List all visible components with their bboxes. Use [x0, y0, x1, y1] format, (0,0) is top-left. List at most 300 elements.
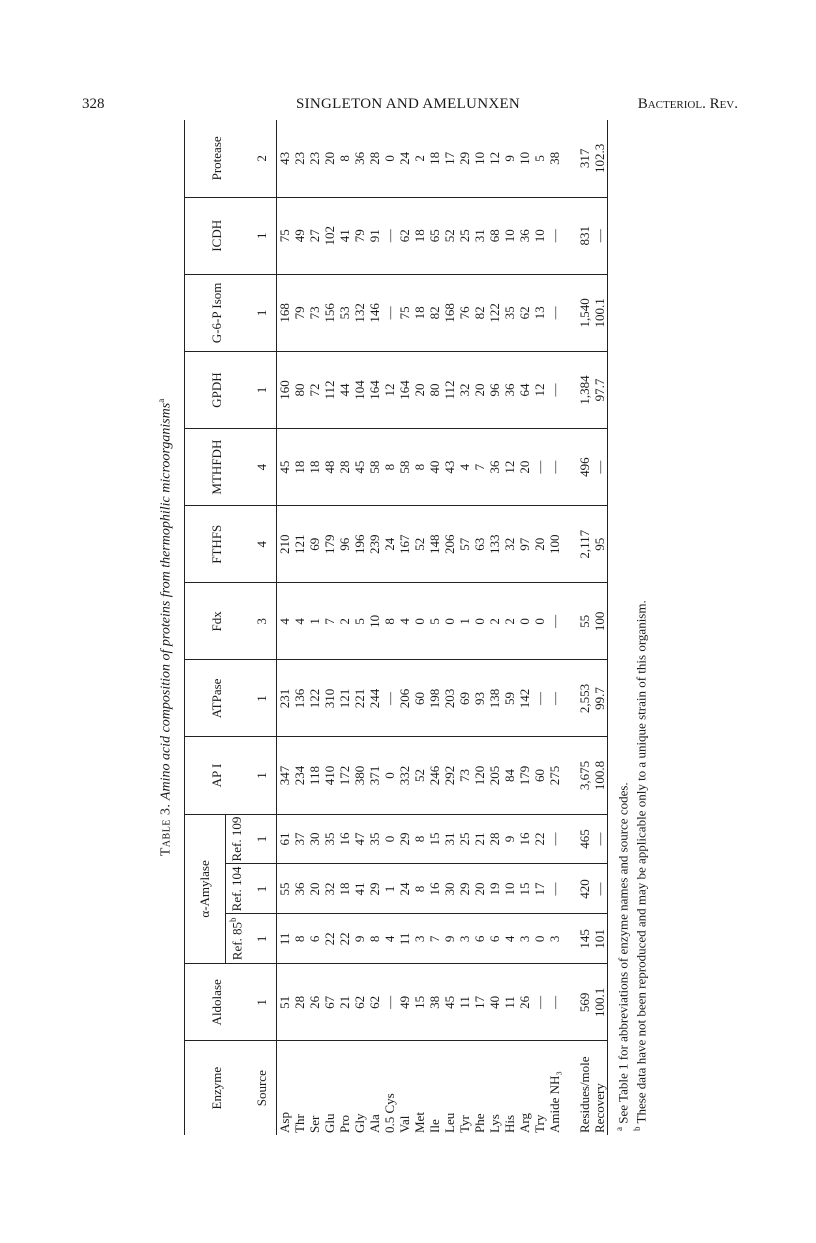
table-cell: 43 — [442, 429, 457, 506]
table-cell: 35 — [502, 274, 517, 351]
table-cell: 0 — [472, 583, 487, 660]
table-cell: 64 — [517, 351, 532, 428]
table-cell: 410 — [322, 737, 337, 814]
table-row — [337, 120, 352, 1135]
table-cell: 246 — [427, 737, 442, 814]
amylase-group-header: α-Amylase — [185, 814, 226, 964]
table-cell: 16 — [517, 814, 532, 864]
table-cell: 13 — [532, 274, 547, 351]
table-cell: 167 — [397, 506, 412, 583]
table-cell: 4 — [457, 429, 472, 506]
table-cell: 206 — [442, 506, 457, 583]
table-cell: 10 — [472, 120, 487, 197]
footnote-b: $^b$ These data have not been reproduced and may be applicable only to a unique strain of this organism. — [632, 600, 649, 1131]
table-cell: — — [382, 964, 397, 1041]
table-cell: 4 — [292, 583, 307, 660]
source-cell: 1 — [248, 814, 277, 864]
source-cell: 1 — [248, 964, 277, 1041]
table-cell: 10 — [532, 197, 547, 274]
table-cell: 18 — [412, 197, 427, 274]
table-cell: 37 — [292, 814, 307, 864]
table-cell: 58 — [367, 429, 382, 506]
table-row — [442, 120, 457, 1135]
table-cell: 2,553 — [577, 660, 592, 737]
table-cell: 75 — [397, 274, 412, 351]
table-cell: 7 — [427, 914, 442, 964]
table-row — [277, 120, 293, 1135]
table-cell: 164 — [367, 351, 382, 428]
table-cell: 97.7 — [592, 351, 608, 428]
table-cell: 73 — [457, 737, 472, 814]
table-cell: 29 — [457, 864, 472, 914]
source-cell: 1 — [248, 864, 277, 914]
col-ref109-header: Ref. 109 — [226, 814, 249, 864]
source-row — [248, 120, 277, 1135]
table-row — [532, 120, 547, 1135]
table-cell: 8 — [337, 120, 352, 197]
table-cell: 16 — [427, 864, 442, 914]
table-row — [322, 120, 337, 1135]
table-cell: 10 — [502, 864, 517, 914]
table-cell: 5 — [427, 583, 442, 660]
table-cell: 831 — [577, 197, 592, 274]
table-cell: 6 — [472, 914, 487, 964]
table-cell: 244 — [367, 660, 382, 737]
table-cell: 203 — [442, 660, 457, 737]
table-cell: 20 — [472, 864, 487, 914]
table-cell: — — [382, 660, 397, 737]
row-label: Pro — [337, 1114, 352, 1133]
table-cell: 45 — [352, 429, 367, 506]
table-cell: 234 — [292, 737, 307, 814]
table-cell: 76 — [457, 274, 472, 351]
col-mthfdh-header: MTHFDH — [185, 429, 249, 506]
table-cell: 80 — [292, 351, 307, 428]
table-row — [457, 120, 472, 1135]
footnotes — [612, 600, 649, 1131]
table-cell: 206 — [397, 660, 412, 737]
table-cell: 4 — [277, 583, 293, 660]
table-cell: 27 — [307, 197, 322, 274]
row-label: Glu — [322, 1113, 337, 1133]
table-cell: 62 — [517, 274, 532, 351]
table-cell: 26 — [307, 964, 322, 1041]
table-cell: 28 — [487, 814, 502, 864]
table-cell: 100 — [547, 506, 562, 583]
table-cell: 0 — [382, 120, 397, 197]
table-cell: 41 — [337, 197, 352, 274]
table-cell: 23 — [307, 120, 322, 197]
table-cell: — — [592, 197, 608, 274]
table-cell: 79 — [292, 274, 307, 351]
col-atpase-header: ATPase — [185, 660, 249, 737]
table-cell: 67 — [322, 964, 337, 1041]
row-label: Recovery — [592, 1041, 608, 1135]
table-cell: 122 — [487, 274, 502, 351]
table-cell: 2 — [412, 120, 427, 197]
table-cell: 164 — [397, 351, 412, 428]
table-cell: 84 — [502, 737, 517, 814]
table-cell: 36 — [292, 864, 307, 914]
table-cell: 99.7 — [592, 660, 608, 737]
table-cell: 32 — [502, 506, 517, 583]
table-cell: 0 — [412, 583, 427, 660]
table-cell: 292 — [442, 737, 457, 814]
table-cell: 45 — [442, 964, 457, 1041]
table-cell: 160 — [277, 351, 293, 428]
table-cell: — — [382, 197, 397, 274]
table-cell: 15 — [412, 964, 427, 1041]
table-cell: 45 — [277, 429, 293, 506]
table-cell: 310 — [322, 660, 337, 737]
table-cell: 18 — [307, 429, 322, 506]
table-cell: 25 — [457, 814, 472, 864]
table-cell: 31 — [472, 197, 487, 274]
table-cell: 205 — [487, 737, 502, 814]
table-cell: 28 — [337, 429, 352, 506]
table-cell: 168 — [442, 274, 457, 351]
table-cell: 49 — [292, 197, 307, 274]
table-cell: 8 — [367, 914, 382, 964]
table-cell: 36 — [517, 197, 532, 274]
table-cell: 62 — [397, 197, 412, 274]
table-cell: 2,117 — [577, 506, 592, 583]
row-label: Leu — [442, 1112, 457, 1133]
table-cell: 17 — [532, 864, 547, 914]
table-cell: 60 — [532, 737, 547, 814]
table-cell: 20 — [472, 351, 487, 428]
source-cell: 3 — [248, 583, 277, 660]
table-cell: 35 — [322, 814, 337, 864]
table-cell: 210 — [277, 506, 293, 583]
table-cell: 44 — [337, 351, 352, 428]
table-cell: 51 — [277, 964, 293, 1041]
table-cell: 122 — [307, 660, 322, 737]
table-cell: 104 — [352, 351, 367, 428]
table-cell: 138 — [487, 660, 502, 737]
table-cell: 58 — [397, 429, 412, 506]
table-cell: 57 — [457, 506, 472, 583]
source-cell: 4 — [248, 506, 277, 583]
table-cell: 24 — [397, 120, 412, 197]
table-cell: 29 — [457, 120, 472, 197]
table-cell: 0 — [382, 737, 397, 814]
row-label: Residues/mole — [577, 1056, 592, 1133]
recovery-row — [592, 120, 608, 1135]
table-cell: 61 — [277, 814, 293, 864]
table-cell: 4 — [382, 914, 397, 964]
table-cell: 23 — [292, 120, 307, 197]
table-cell: 8 — [382, 583, 397, 660]
table-cell: 19 — [487, 864, 502, 914]
table-cell: 11 — [277, 914, 293, 964]
table-cell: 3,675 — [577, 737, 592, 814]
table-cell: 0 — [382, 814, 397, 864]
table-cell: — — [532, 964, 547, 1041]
table-cell: 11 — [457, 964, 472, 1041]
table-cell: 36 — [502, 351, 517, 428]
col-fdx-header: Fdx — [185, 583, 249, 660]
source-cell: 1 — [248, 274, 277, 351]
table-cell: 69 — [307, 506, 322, 583]
table-cell: 275 — [547, 737, 562, 814]
table-cell: 6 — [307, 914, 322, 964]
table-cell: 24 — [382, 506, 397, 583]
table-cell: 16 — [337, 814, 352, 864]
row-label: Arg — [517, 1113, 532, 1133]
table-cell: 55 — [277, 864, 293, 914]
table-cell: 231 — [277, 660, 293, 737]
table-cell: 72 — [307, 351, 322, 428]
table-cell: 95 — [592, 506, 608, 583]
table-cell: 52 — [412, 506, 427, 583]
table-cell: 179 — [322, 506, 337, 583]
table-cell: 0 — [517, 583, 532, 660]
table-cell: 198 — [427, 660, 442, 737]
table-cell: 20 — [322, 120, 337, 197]
table-cell: 25 — [457, 197, 472, 274]
table-title-note: a — [156, 398, 166, 403]
row-label: Lys — [487, 1114, 502, 1133]
table-cell: 112 — [322, 351, 337, 428]
row-label: Tyr — [457, 1115, 472, 1133]
table-row — [367, 120, 382, 1135]
table-cell: 38 — [427, 964, 442, 1041]
row-label: Thr — [292, 1114, 307, 1133]
table-cell: 1,384 — [577, 351, 592, 428]
table-body — [277, 120, 608, 1135]
journal-name: Bacteriol. Rev. — [637, 96, 738, 112]
table-cell: 43 — [277, 120, 293, 197]
table-cell: 49 — [397, 964, 412, 1041]
table-cell: 133 — [487, 506, 502, 583]
table-cell: 465 — [577, 814, 592, 864]
row-label: Gly — [352, 1113, 367, 1133]
table-cell: — — [547, 864, 562, 914]
table-cell: 120 — [472, 737, 487, 814]
source-cell: 1 — [248, 914, 277, 964]
table-cell: 1,540 — [577, 274, 592, 351]
table-cell: 97 — [517, 506, 532, 583]
table-cell: 4 — [502, 914, 517, 964]
table-cell: 2 — [502, 583, 517, 660]
spacer-row — [562, 120, 577, 1135]
table-cell: 36 — [487, 429, 502, 506]
table-cell: 22 — [337, 914, 352, 964]
source-cell: 1 — [248, 197, 277, 274]
rotated-table-block — [142, 120, 662, 1135]
table-cell: 3 — [517, 914, 532, 964]
table-cell: 96 — [337, 506, 352, 583]
table-cell: 30 — [442, 864, 457, 914]
table-caption — [142, 120, 180, 1135]
table-cell: 12 — [532, 351, 547, 428]
table-row — [292, 120, 307, 1135]
table-cell: 55 — [577, 583, 592, 660]
table-cell: 9 — [442, 914, 457, 964]
table-cell: 132 — [352, 274, 367, 351]
table-cell: 68 — [487, 197, 502, 274]
row-label: Ile — [427, 1119, 442, 1133]
table-cell: 38 — [547, 120, 562, 197]
table-cell: 18 — [412, 274, 427, 351]
table-title: Amino acid composition of proteins from thermophilic microorganisms — [158, 402, 174, 801]
table-cell: 35 — [367, 814, 382, 864]
table-cell: — — [547, 660, 562, 737]
row-label: Ala — [367, 1114, 382, 1133]
table-cell: 5 — [352, 583, 367, 660]
table-cell: 1 — [307, 583, 322, 660]
table-cell: 1 — [382, 864, 397, 914]
table-cell: 8 — [292, 914, 307, 964]
table-cell: — — [532, 429, 547, 506]
table-cell: 146 — [367, 274, 382, 351]
source-cell: 1 — [248, 737, 277, 814]
table-cell: 101 — [592, 914, 608, 964]
col-ref85-header: Ref. 85$^b$ — [226, 914, 249, 964]
table-cell: 8 — [382, 429, 397, 506]
table-cell: — — [547, 429, 562, 506]
table-cell: 73 — [307, 274, 322, 351]
table-cell: 15 — [427, 814, 442, 864]
table-cell: 31 — [442, 814, 457, 864]
table-cell: 40 — [487, 964, 502, 1041]
table-row — [502, 120, 517, 1135]
table-cell: 179 — [517, 737, 532, 814]
col-protease-header: Protease — [185, 120, 249, 197]
table-row — [487, 120, 502, 1135]
table-cell: 100 — [592, 583, 608, 660]
table-cell: 63 — [472, 506, 487, 583]
table-cell: 2 — [337, 583, 352, 660]
table-cell: 148 — [427, 506, 442, 583]
page-number: 328 — [82, 96, 105, 112]
table-cell: 6 — [487, 914, 502, 964]
table-cell: 2 — [487, 583, 502, 660]
col-gpdh-header: GPDH — [185, 351, 249, 428]
source-cell: 1 — [248, 351, 277, 428]
page-header — [0, 96, 816, 116]
table-cell: 59 — [502, 660, 517, 737]
table-cell: — — [547, 197, 562, 274]
col-ref104-header: Ref. 104 — [226, 864, 249, 914]
table-cell: 62 — [367, 964, 382, 1041]
table-cell: 168 — [277, 274, 293, 351]
footnote-a: $^a$ See Table 1 for abbreviations of enzyme names and source codes. — [614, 782, 631, 1131]
table-cell: 32 — [457, 351, 472, 428]
table-cell: 47 — [352, 814, 367, 864]
row-label: Met — [412, 1112, 427, 1133]
table-cell: 121 — [292, 506, 307, 583]
table-cell: 41 — [352, 864, 367, 914]
table-cell: — — [592, 429, 608, 506]
table-cell: 102 — [322, 197, 337, 274]
table-cell: 28 — [367, 120, 382, 197]
table-cell: 1 — [457, 583, 472, 660]
table-row — [307, 120, 322, 1135]
row-label: Asp — [277, 1112, 292, 1133]
table-cell: 3 — [547, 914, 562, 964]
row-label: 0.5 Cys — [382, 1093, 397, 1133]
table-row — [427, 120, 442, 1135]
table-cell: 18 — [292, 429, 307, 506]
table-cell: 9 — [502, 814, 517, 864]
table-cell: 80 — [427, 351, 442, 428]
table-cell: — — [382, 274, 397, 351]
table-cell: 3 — [457, 914, 472, 964]
source-cell: 2 — [248, 120, 277, 197]
table-cell: 332 — [397, 737, 412, 814]
table-cell: 82 — [472, 274, 487, 351]
amino-acid-table — [184, 120, 608, 1135]
table-cell: — — [592, 864, 608, 914]
table-cell: 91 — [367, 197, 382, 274]
table-cell: 102.3 — [592, 120, 608, 197]
table-cell: 317 — [577, 120, 592, 197]
table-cell: 100.1 — [592, 274, 608, 351]
table-number: Table 3. — [158, 803, 174, 857]
table-cell: 10 — [517, 120, 532, 197]
table-cell: 82 — [427, 274, 442, 351]
table-cell: 11 — [502, 964, 517, 1041]
table-cell: 52 — [442, 197, 457, 274]
table-cell: 100.8 — [592, 737, 608, 814]
table-cell: 29 — [367, 864, 382, 914]
table-cell: 10 — [502, 197, 517, 274]
residues-row — [577, 120, 592, 1135]
table-cell: — — [547, 274, 562, 351]
table-cell: 11 — [397, 914, 412, 964]
source-cell: 4 — [248, 429, 277, 506]
table-cell: 3 — [412, 914, 427, 964]
col-aldolase-header: Aldolase — [185, 964, 249, 1041]
table-cell: 172 — [337, 737, 352, 814]
table-cell: — — [547, 583, 562, 660]
table-cell: 156 — [322, 274, 337, 351]
table-cell: 28 — [292, 964, 307, 1041]
table-cell: 12 — [502, 429, 517, 506]
table-cell: 10 — [367, 583, 382, 660]
col-g6p-isom-header: G-6-P Isom — [185, 274, 249, 351]
table-row — [352, 120, 367, 1135]
table-cell: 75 — [277, 197, 293, 274]
row-label: Phe — [472, 1113, 487, 1133]
table-row — [517, 120, 532, 1135]
table-row — [397, 120, 412, 1135]
table-cell: 24 — [397, 864, 412, 914]
table-cell: 69 — [457, 660, 472, 737]
col-icdh-header: ICDH — [185, 197, 249, 274]
col-api-header: AP I — [185, 737, 249, 814]
table-cell: 196 — [352, 506, 367, 583]
table-cell: 0 — [532, 914, 547, 964]
table-cell: 8 — [412, 429, 427, 506]
table-cell: 118 — [307, 737, 322, 814]
row-label: Amide NH₃ — [547, 1071, 562, 1133]
table-cell: 112 — [442, 351, 457, 428]
table-cell: 15 — [517, 864, 532, 914]
table-cell: — — [532, 660, 547, 737]
table-cell: 20 — [307, 864, 322, 914]
table-cell: 48 — [322, 429, 337, 506]
table-cell: 52 — [412, 737, 427, 814]
table-cell: 12 — [382, 351, 397, 428]
table-cell: — — [547, 351, 562, 428]
table-cell: 145 — [577, 914, 592, 964]
table-cell: 239 — [367, 506, 382, 583]
table-cell: 17 — [442, 120, 457, 197]
row-label: Try — [532, 1114, 547, 1133]
